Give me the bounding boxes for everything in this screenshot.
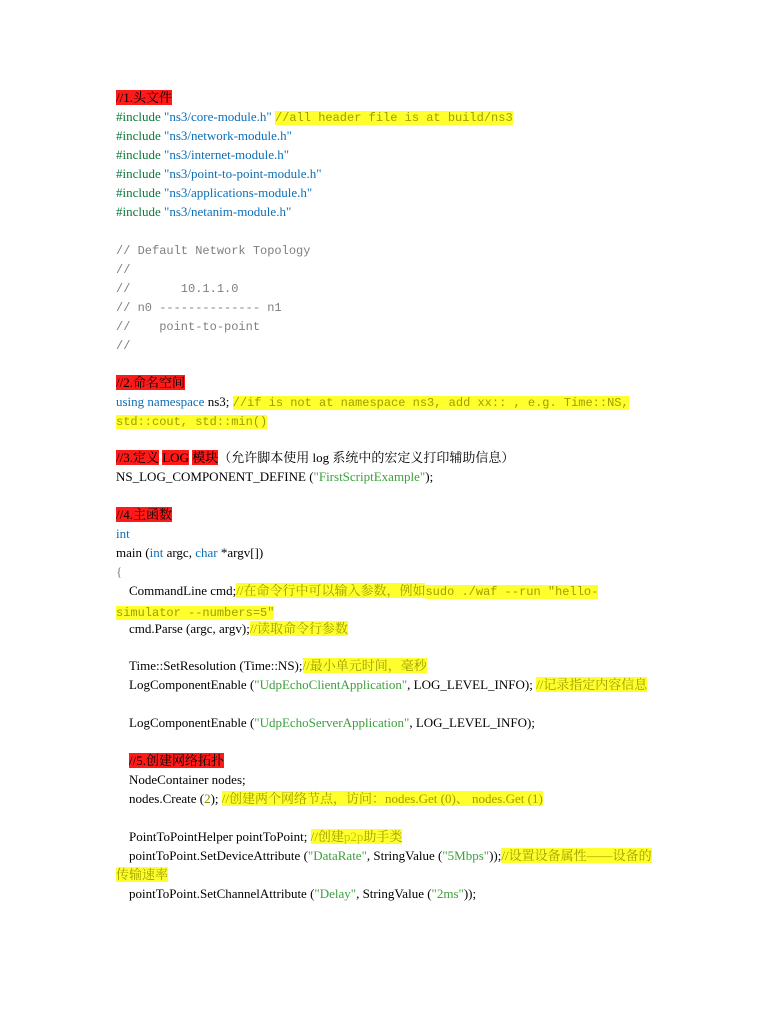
set-resolution-comment: //最小单元时间，毫秒: [302, 658, 427, 673]
namespace-line: [116, 393, 656, 431]
channel-attr-call: pointToPoint.SetChannelAttribute (: [129, 886, 315, 901]
include-line: [116, 183, 656, 202]
device-attr-name: "DataRate": [307, 848, 367, 863]
channel-attr-call: , StringValue (: [356, 886, 432, 901]
log-enable-arg: "UdpEchoClientApplication": [254, 677, 408, 692]
set-resolution: Time::SetResolution (Time::NS);: [129, 658, 303, 673]
include-file: "ns3/point-to-point-module.h": [164, 166, 322, 181]
include-keyword: #include: [116, 185, 161, 200]
open-brace: {: [116, 564, 123, 579]
device-attr-call: pointToPoint.SetDeviceAttribute (: [129, 848, 308, 863]
log-enable-arg: "UdpEchoServerApplication": [254, 715, 410, 730]
channel-attr-end: ));: [463, 886, 477, 901]
nodes-create-end: );: [210, 791, 219, 806]
cmd-comment-code: sudo ./waf --run "hello-simulator --numbers=5": [116, 585, 599, 620]
log-define-arg: "FirstScriptExample": [313, 469, 426, 484]
channel-attr-value: "2ms": [431, 886, 464, 901]
device-attr-line: [116, 846, 652, 884]
log-enable-call: LogComponentEnable (: [129, 677, 255, 692]
topology-comment: //: [116, 263, 131, 277]
section-label: //3.定义: [116, 450, 159, 465]
p2p-decl: PointToPointHelper pointToPoint;: [129, 829, 308, 844]
section-label: //5.创建网络拓扑: [129, 753, 224, 768]
nodes-create-count: 2: [204, 791, 211, 806]
topology-comment: //: [116, 339, 131, 353]
main-return-type: int: [116, 526, 130, 541]
include-file: "ns3/applications-module.h": [164, 185, 313, 200]
section-heading-1: [116, 88, 656, 107]
include-keyword: #include: [116, 128, 161, 143]
topology-comment: // 10.1.1.0: [116, 282, 239, 296]
include-keyword: #include: [116, 147, 161, 162]
include-comment: //all header file is at build/ns3: [275, 111, 513, 125]
nodes-decl-line: NodeContainer nodes;: [129, 772, 246, 787]
section-label: LOG: [162, 450, 189, 465]
include-keyword: #include: [116, 109, 161, 124]
include-line: [116, 164, 656, 183]
include-line: [116, 145, 656, 164]
section-heading-3: [116, 448, 656, 467]
device-attr-value: "5Mbps": [442, 848, 490, 863]
log-enable-level: , LOG_LEVEL_INFO);: [409, 715, 535, 730]
p2p-decl-line: [116, 827, 669, 846]
log-enable-client-line: [116, 675, 656, 694]
topology-comment: // Default Network Topology: [116, 244, 311, 258]
cmd-comment: //在命令行中可以输入参数，例如: [236, 583, 426, 598]
nodes-create-call: nodes.Create (: [129, 791, 205, 806]
topology-comment: // point-to-point: [116, 320, 261, 334]
nodes-create-comment: //创建两个网络节点，访问：nodes.Get (0)、 nodes.Get (1): [221, 791, 543, 806]
section-label: //1.头文件: [116, 90, 172, 105]
include-line: [116, 107, 656, 128]
log-enable-server-line: [116, 713, 669, 732]
main-sig-type: char: [195, 545, 218, 560]
section-label: 模块: [192, 450, 219, 465]
namespace-keyword: using namespace: [116, 394, 205, 409]
main-sig-part: *argv[]): [217, 545, 264, 560]
include-line: [116, 202, 656, 221]
log-define-line: [116, 467, 656, 486]
channel-attr-line: [116, 884, 669, 903]
namespace-name: ns3;: [204, 394, 230, 409]
log-enable-comment: //记录指定内容信息: [536, 677, 648, 692]
main-sig-part: argc,: [163, 545, 196, 560]
section-heading-2: [116, 373, 656, 392]
cmd-decl-line: [116, 581, 656, 623]
cmd-parse-comment: //读取命令行参数: [249, 621, 349, 636]
cmd-decl: CommandLine cmd;: [129, 583, 237, 598]
main-sig-part: main (: [116, 545, 150, 560]
section-note: （允许脚本使用 log 系统中的宏定义打印辅助信息）: [218, 450, 515, 465]
include-keyword: #include: [116, 166, 161, 181]
device-attr-comment: //设置设备属性——设备的传输速率: [116, 848, 652, 882]
p2p-comment: p2p: [343, 829, 364, 844]
device-attr-call: , StringValue (: [366, 848, 443, 863]
main-signature: [116, 543, 656, 562]
namespace-comment: //if is not at namespace ns3, add xx:: , e.g. Time::NS, std::cout, std::min(): [116, 396, 629, 429]
include-file: "ns3/core-module.h": [164, 109, 272, 124]
include-file: "ns3/network-module.h": [164, 128, 292, 143]
cmd-parse-line: [116, 619, 669, 638]
topology-comment: // n0 -------------- n1: [116, 301, 282, 315]
p2p-comment: //创建: [310, 829, 344, 844]
log-define-end: );: [425, 469, 434, 484]
device-attr-end: ));: [489, 848, 502, 863]
include-line: [116, 126, 656, 145]
cmd-parse: cmd.Parse (argc, argv);: [129, 621, 250, 636]
section-heading-5: [116, 751, 669, 770]
log-define-macro: NS_LOG_COMPONENT_DEFINE (: [116, 469, 314, 484]
include-file: "ns3/netanim-module.h": [164, 204, 292, 219]
include-file: "ns3/internet-module.h": [164, 147, 290, 162]
include-keyword: #include: [116, 204, 161, 219]
log-enable-call: LogComponentEnable (: [129, 715, 255, 730]
nodes-create-line: [116, 789, 669, 808]
main-sig-type: int: [149, 545, 164, 560]
section-label: //4.主函数: [116, 507, 172, 522]
section-label: //2.命名空间: [116, 375, 185, 390]
log-enable-level: , LOG_LEVEL_INFO);: [407, 677, 533, 692]
set-resolution-line: [116, 656, 669, 675]
p2p-comment: 助手类: [363, 829, 403, 844]
channel-attr-name: "Delay": [314, 886, 357, 901]
section-heading-4: [116, 505, 656, 524]
